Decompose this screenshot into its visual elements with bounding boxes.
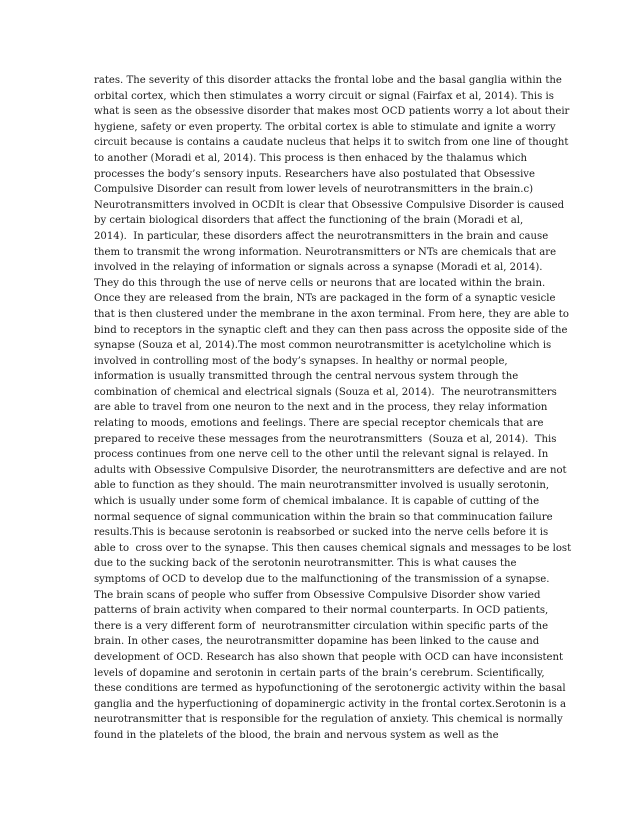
text-line: development of OCD. Research has also shown that people with OCD can have inconsistent xyxy=(94,651,564,663)
text-line: rates. The severity of this disorder attacks the frontal lobe and the basal ganglia within the xyxy=(94,75,562,86)
text-line: relating to moods, emotions and feelings. There are special receptor chemicals that are xyxy=(94,418,544,430)
text-line: orbital cortex, which then stimulates a worry circuit or signal (Fairfax et al, 2014). This is xyxy=(94,90,554,102)
text-line: Compulsive Disorder can result from lower levels of neurotransmitters in the brain.c) xyxy=(94,184,534,196)
text-line: Neurotransmitters involved in OCDIt is clear that Obsessive Compulsive Disorder is caused xyxy=(94,199,565,211)
text-line: normal sequence of signal communication within the brain so that comminucation failure xyxy=(94,511,553,523)
text-line: due to the sucking back of the serotonin neurotransmitter. This is what causes the xyxy=(94,558,517,570)
text-line: found in the platelets of the blood, the brain and nervous system as well as the xyxy=(94,729,499,741)
text-line: them to transmit the wrong information. Neurotransmitters or NTs are chemicals that are xyxy=(94,246,557,258)
text-line: combination of chemical and electrical signals (Souza et al, 2014). The neurotransmitters xyxy=(94,386,557,398)
text-line: that is then clustered under the membrane in the axon terminal. From here, they are able to xyxy=(94,308,569,320)
text-line: there is a very different form of neurotransmitter circulation within specific parts of the xyxy=(94,620,549,632)
text-line: brain. In other cases, the neurotransmitter dopamine has been linked to the cause and xyxy=(94,636,540,648)
text-line: patterns of brain activity when compared to their normal counterparts. In OCD patients, xyxy=(94,605,549,617)
text-line: able to cross over to the synapse. This then causes chemical signals and messages to be lost xyxy=(94,542,572,554)
text-line: levels of dopamine and serotonin in certain parts of the brain’s cerebrum. Scientifically, xyxy=(94,667,545,679)
text-line: synapse (Souza et al, 2014).The most common neurotransmitter is acetylcholine which is xyxy=(94,340,552,352)
text-line: processes the body’s sensory inputs. Researchers have also postulated that Obsessive xyxy=(94,168,535,180)
text-line: The brain scans of people who suffer from Obsessive Compulsive Disorder show varied xyxy=(94,589,541,601)
text-line: ganglia and the hyperfuctioning of dopaminergic activity in the frontal cortex.Serotonin is a xyxy=(94,698,567,710)
text-line: information is usually transmitted through the central nervous system through the xyxy=(94,371,519,383)
text-line: 2014). In particular, these disorders affect the neurotransmitters in the brain and cause xyxy=(94,230,549,242)
text-line: hygiene, safety or even property. The orbital cortex is able to stimulate and ignite a worry xyxy=(94,121,556,133)
text-line: which is usually under some form of chemical imbalance. It is capable of cutting of the xyxy=(94,496,540,508)
text-line: by certain biological disorders that affect the functioning of the brain (Moradi et al, xyxy=(94,215,524,227)
text-line: They do this through the use of nerve cells or neurons that are located within the brain. xyxy=(94,277,546,289)
text-line: are able to travel from one neuron to the next and in the process, they relay information xyxy=(94,402,548,414)
text-line: neurotransmitter that is responsible for the regulation of anxiety. This chemical is normally xyxy=(94,714,563,726)
text-line: these conditions are termed as hypofunctioning of the serotonergic activity within the basal xyxy=(94,683,566,695)
text-line: symptoms of OCD to develop due to the malfunctioning of the transmission of a synapse. xyxy=(94,574,550,585)
text-line: bind to receptors in the synaptic cleft and they can then pass across the opposite side of the xyxy=(94,324,568,336)
text-line: circuit because is contains a caudate nucleus that helps it to switch from one line of thought xyxy=(94,137,569,149)
body-text xyxy=(94,73,572,744)
text-line: able to function as they should. The main neurotransmitter involved is usually serotonin, xyxy=(94,480,550,492)
text-line: prepared to receive these messages from the neurotransmitters (Souza et al, 2014). This xyxy=(94,433,557,445)
text-line: results.This is because serotonin is reabsorbed or sucked into the nerve cells before it is xyxy=(94,527,549,539)
text-line: to another (Moradi et al, 2014). This process is then enhaced by the thalamus which xyxy=(94,152,528,164)
text-line: process continues from one nerve cell to the other until the relevant signal is relayed. In xyxy=(94,449,549,461)
text-line: Once they are released from the brain, NTs are packaged in the form of a synaptic vesicle xyxy=(94,293,556,305)
text-line: involved in the relaying of information or signals across a synapse (Moradi et al, 2014). xyxy=(94,262,543,274)
text-line: what is seen as the obsessive disorder that makes most OCD patients worry a lot about their xyxy=(94,106,570,118)
text-line: involved in controlling most of the body’s synapses. In healthy or normal people, xyxy=(94,355,508,367)
text-line: adults with Obsessive Compulsive Disorder, the neurotransmitters are defective and are not xyxy=(94,464,567,476)
